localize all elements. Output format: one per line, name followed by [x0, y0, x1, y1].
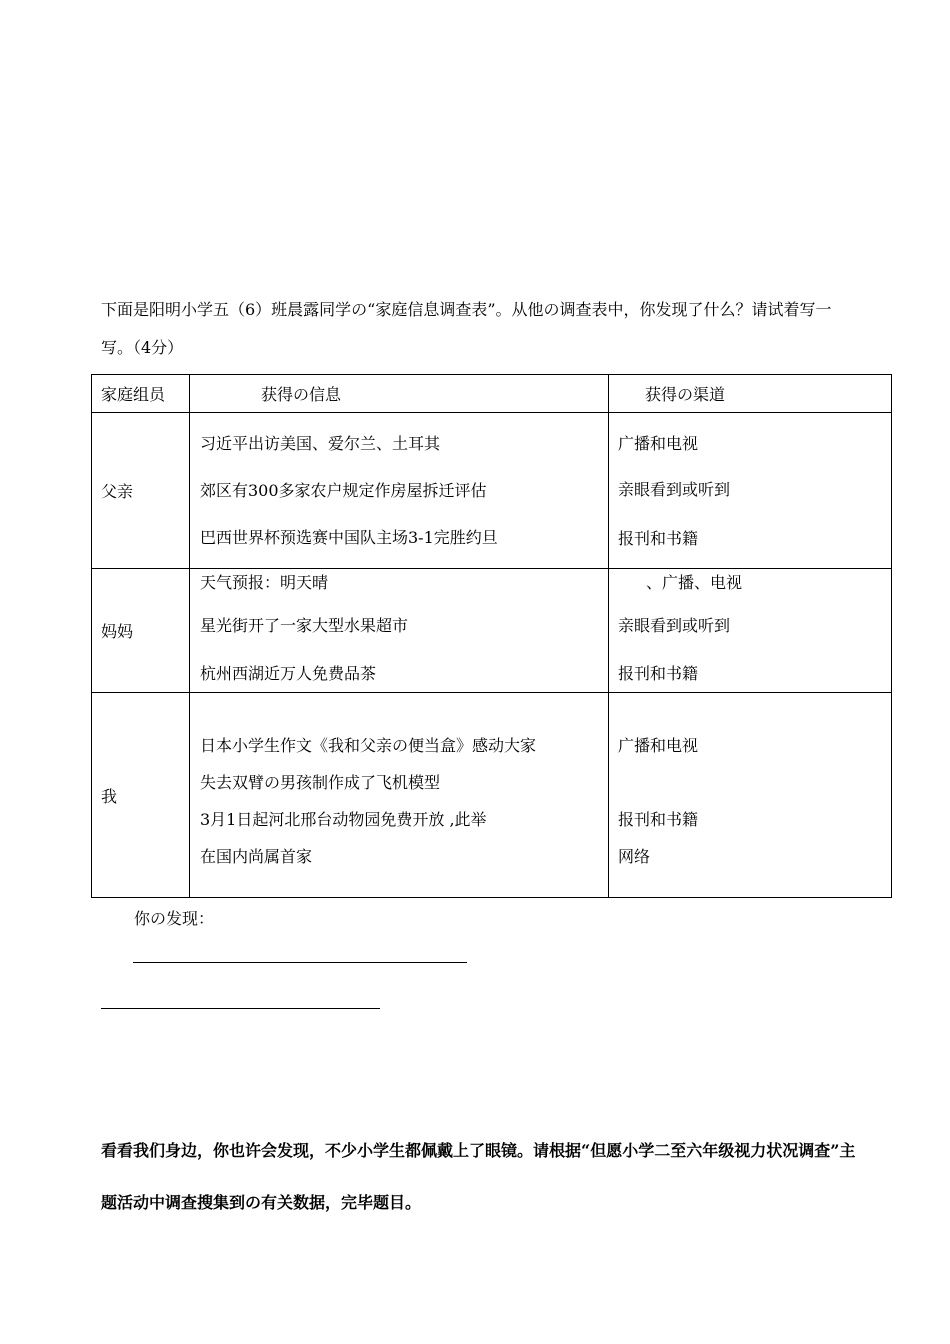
table-row-mother [92, 569, 892, 693]
table-header-row [92, 375, 892, 413]
info-line: 日本小学生作文《我和父亲の便当盒》感动大家 [200, 736, 537, 755]
channel-line: 、广播、电视 [646, 573, 743, 592]
info-line: 郊区有300多家农户规定作房屋拆迁评估 [200, 481, 487, 500]
member-cell: 妈妈 [92, 569, 190, 693]
info-cell [190, 693, 609, 898]
info-line: 天气预报：明天晴 [200, 573, 329, 592]
info-line: 失去双臂の男孩制作成了飞机模型 [200, 773, 441, 792]
header-info: 获得の信息 [190, 375, 609, 413]
channel-cell [609, 693, 892, 898]
channel-cell [609, 569, 892, 693]
info-line: 习近平出访美国、爱尔兰、土耳其 [200, 434, 441, 453]
info-line: 杭州西湖近万人免费品茶 [200, 664, 377, 683]
member-cell: 父亲 [92, 413, 190, 569]
header-channel: 获得の渠道 [609, 375, 892, 413]
table-row-father [92, 413, 892, 569]
channel-line: 亲眼看到或听到 [618, 480, 731, 499]
member-cell: 我 [92, 693, 190, 898]
info-line: 巴西世界杯预选赛中国队主场3-1完胜约旦 [200, 528, 498, 547]
info-line: 3月1日起河北邢台动物园免费开放 ,此举 [200, 810, 487, 829]
question-2-paragraph: 看看我们身边，你也许会发现，不少小学生都佩戴上了眼镜。请根据“但愿小学二至六年级视力状况调查”主题活动中调查搜集到の有关数据，完毕题目。 [101, 1141, 856, 1212]
info-cell [190, 569, 609, 693]
answer-blank-line[interactable] [101, 1008, 380, 1009]
discovery-label: 你の发现： [134, 909, 215, 928]
info-line: 在国内尚属首家 [200, 847, 313, 866]
channel-line: 报刊和书籍 [618, 529, 699, 548]
channel-line: 网络 [618, 847, 651, 866]
table-row-me [92, 693, 892, 898]
channel-line: 广播和电视 [618, 434, 699, 453]
intro-paragraph: 下面是阳明小学五（6）班晨露同学の“家庭信息调查表”。从他の调查表中，你发现了什么？请试着写一写。（4分） [101, 300, 832, 357]
family-info-survey-table [91, 374, 892, 898]
header-member: 家庭组员 [92, 375, 190, 413]
channel-cell [609, 413, 892, 569]
channel-line: 亲眼看到或听到 [618, 616, 731, 635]
info-line: 星光街开了一家大型水果超市 [200, 616, 409, 635]
answer-blank-line[interactable] [133, 962, 467, 963]
channel-line: 报刊和书籍 [618, 810, 699, 829]
channel-line: 广播和电视 [618, 736, 699, 755]
channel-line: 报刊和书籍 [618, 664, 699, 683]
info-cell [190, 413, 609, 569]
channel-line [618, 764, 891, 801]
